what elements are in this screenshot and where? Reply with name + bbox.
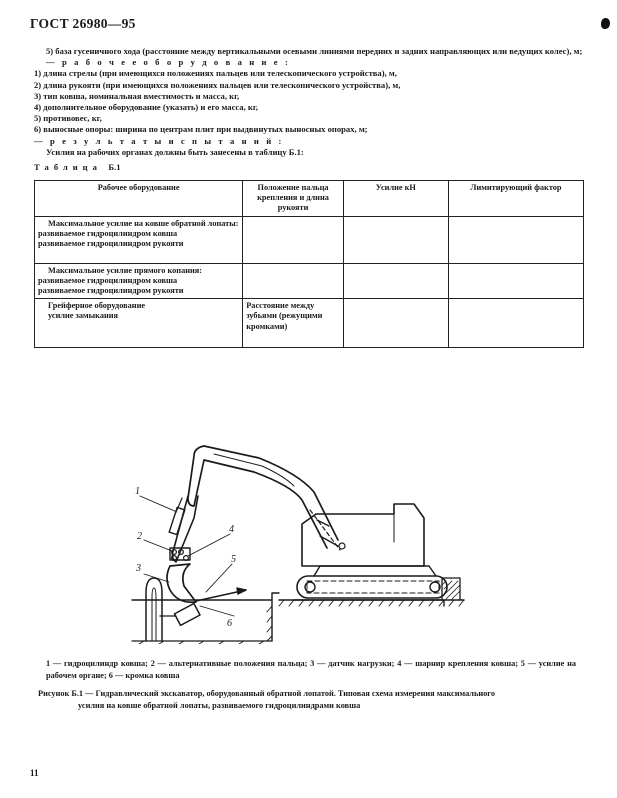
page-corner-mark xyxy=(601,18,610,29)
caption-line-1: Рисунок Б.1 — Гидравлический экскаватор, оборудованный обратной лопатой. Типовая схема измерения максимального xyxy=(38,689,495,698)
figure-caption xyxy=(38,688,583,711)
cell-line: Максимальное усилие на ковше обратной лопаты: xyxy=(48,218,239,228)
fig-label-1: 1 xyxy=(135,486,140,497)
cell-line: развиваемое гидроцилиндром рукояти xyxy=(38,286,184,296)
figure-legend: 1 — гидроцилиндр ковша; 2 — альтернативные положения пальца; 3 — датчик нагрузки; 4 — шарнир крепления ковша; 5 — усилие на рабочем органе; 6 — кромка ковша xyxy=(46,659,576,680)
fig-label-5: 5 xyxy=(231,554,236,565)
crawler-track xyxy=(297,576,447,598)
cell-line: развиваемое гидроцилиндром ковша xyxy=(38,228,178,238)
table-caption-number: Б.1 xyxy=(108,162,121,172)
bucket xyxy=(167,564,196,602)
text-item: 5) база гусеничного хода (расстояние между вертикальными осевыми линиями передних и задних направляющих или ведущих колес), м; xyxy=(46,46,583,56)
boom xyxy=(188,446,338,548)
col-header-equipment: Рабочее оборудование xyxy=(35,181,243,217)
table-cell-force xyxy=(343,299,448,348)
section-label-results: — р е з у л ь т а т ы и с п ы т а н и й : xyxy=(34,135,284,146)
table-header-row xyxy=(35,181,584,217)
track-rollers xyxy=(305,582,440,592)
text-item: 4) дополнительное оборудование (указать) и его масса, кг, xyxy=(34,102,258,113)
table-cell-limiting-factor xyxy=(448,216,583,263)
turntable xyxy=(314,566,436,576)
section-label-equipment: — р а б о ч е е о б о р у д о в а н и е : xyxy=(46,57,291,68)
load-sensor xyxy=(174,604,200,626)
table-cell-position xyxy=(243,263,344,299)
body-text xyxy=(34,46,584,158)
table-cell-limiting-factor xyxy=(448,299,583,348)
table-caption xyxy=(34,162,121,172)
table-cell-force xyxy=(343,216,448,263)
text-item: 2) длина рукояти (при имеющихся положениях пальцев или телескопического устройства), м, xyxy=(34,79,401,90)
cell-line: Грейферное оборудование xyxy=(48,301,146,311)
cell-line: развиваемое гидроцилиндром ковша xyxy=(38,275,178,285)
table-row xyxy=(35,299,584,348)
load-stand xyxy=(146,578,162,641)
table-cell-equipment xyxy=(35,216,243,263)
forces-table xyxy=(34,180,584,348)
col-header-force: Усилие кН xyxy=(343,181,448,217)
cell-line: развиваемое гидроцилиндром рукояти xyxy=(38,239,184,249)
table-cell-equipment xyxy=(35,263,243,299)
text-item: 1) длина стрелы (при имеющихся положениях пальцев или телескопического устройства), м, xyxy=(34,68,397,79)
fig-label-3: 3 xyxy=(136,563,141,574)
fig-label-2: 2 xyxy=(137,531,142,542)
text-item: 5) противовес, кг, xyxy=(34,113,102,124)
excavator-diagram xyxy=(124,438,469,644)
document-header: ГОСТ 26980—95 xyxy=(30,16,136,31)
table-caption-word: Таблица xyxy=(34,162,102,172)
table-cell-equipment xyxy=(35,299,243,348)
force-arrowhead xyxy=(237,588,246,594)
fig-label-6: 6 xyxy=(227,618,232,629)
text-item: 3) тип ковша, номинальная вместимость и масса, кг, xyxy=(34,90,240,101)
load-stand-inner xyxy=(152,588,156,641)
table-cell-force xyxy=(343,263,448,299)
col-header-limiting-factor: Лимитирующий фактор xyxy=(448,181,583,217)
track-dashed-frame xyxy=(307,581,439,593)
table-cell-position xyxy=(243,216,344,263)
table-row xyxy=(35,263,584,299)
page-number: 11 xyxy=(30,768,39,778)
cell-line: усилие замыкания xyxy=(48,311,119,321)
table-row xyxy=(35,216,584,263)
col-header-position: Положение пальца крепления и длина рукояти xyxy=(243,181,344,217)
fig-label-4: 4 xyxy=(229,524,234,535)
table-cell-position: Расстояние между зубьями (режущими кромками) xyxy=(243,299,344,348)
caption-line-2: усилия на ковше обратной лопаты, развиваемого гидроцилиндрами ковша xyxy=(78,700,361,710)
text-item: 6) выносные опоры: ширина по центрам плит при выдвинутых выносных опорах, м; xyxy=(34,124,368,135)
text-item: Усилия на рабочих органах должны быть занесены в таблицу Б.1: xyxy=(46,146,304,157)
cell-line: Максимальное усилие прямого копания: xyxy=(48,265,203,275)
bucket-cylinder xyxy=(169,507,185,534)
boom-inner xyxy=(214,454,294,486)
table-cell-limiting-factor xyxy=(448,263,583,299)
